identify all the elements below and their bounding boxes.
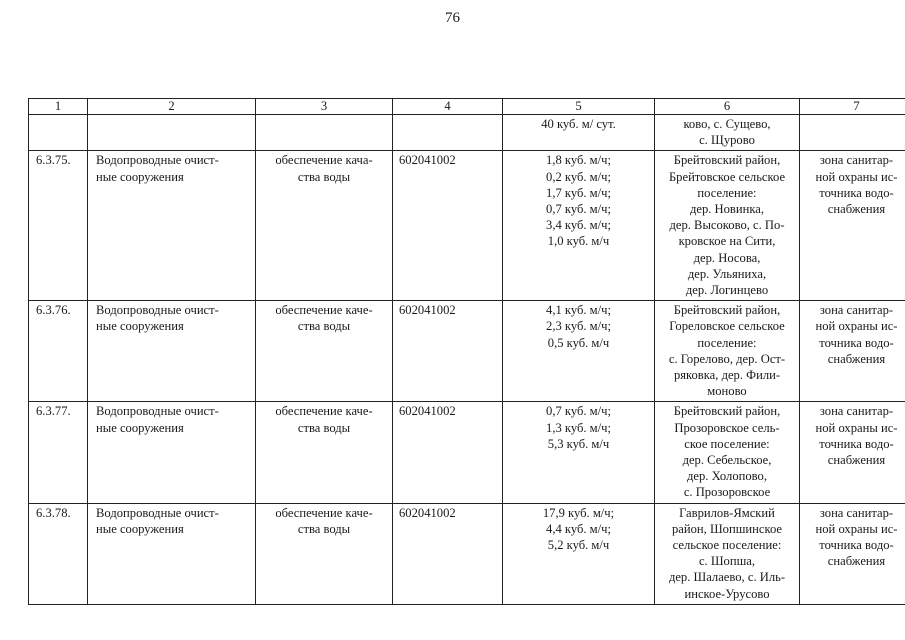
capacity-line: 0,7 куб. м/ч; <box>546 404 611 419</box>
object-name-line: Водопроводные очист- <box>96 303 219 318</box>
zone-line: снабжения <box>827 202 886 217</box>
cell-capacity <box>503 503 655 604</box>
location-line: инское-Урусово <box>684 586 770 601</box>
location-line: Брейтовское сельское <box>668 169 786 184</box>
location-line: ряковка, дер. Фили- <box>673 368 781 383</box>
purpose-line: ства воды <box>297 420 351 435</box>
capacity-line: 5,2 куб. м/ч <box>547 538 610 553</box>
purpose-line: обеспечение каче- <box>275 303 373 318</box>
zone-line: снабжения <box>827 554 886 569</box>
location-line: Брейтовский район, <box>673 153 781 168</box>
zone-line: снабжения <box>827 453 886 468</box>
cell-capacity <box>503 402 655 503</box>
capacity-line: 1,3 куб. м/ч; <box>546 420 611 435</box>
zone-line: ной охраны ис- <box>815 521 898 536</box>
table-row <box>29 301 905 402</box>
zone-line: точника водо- <box>819 436 894 451</box>
object-name-line: Водопроводные очист- <box>96 404 219 419</box>
registry-table <box>28 98 905 605</box>
purpose-line: ства воды <box>297 521 351 536</box>
purpose-line: обеспечение кача- <box>275 153 373 168</box>
capacity-line: 0,5 куб. м/ч <box>547 335 610 350</box>
header-cell-5: 5 <box>503 99 655 115</box>
location-line: дер. Холопово, <box>687 469 767 484</box>
cell-object-name <box>88 402 256 503</box>
location-line: моново <box>707 384 747 399</box>
cell-code <box>393 115 503 151</box>
number-line: 6.3.77. <box>36 404 71 419</box>
capacity-line: 0,7 куб. м/ч; <box>546 202 611 217</box>
location-line: район, Шопшинское <box>672 521 782 536</box>
location-line: Брейтовский район, <box>673 404 781 419</box>
header-cell-7: 7 <box>800 99 905 115</box>
location-line: ково, с. Сущево, <box>683 117 771 131</box>
header-cell-6: 6 <box>655 99 800 115</box>
cell-location <box>655 503 800 604</box>
cell-number <box>29 503 88 604</box>
location-line: дер. Ульяниха, <box>687 266 767 281</box>
cell-code <box>393 402 503 503</box>
object-name-line: ные сооружения <box>96 420 184 435</box>
cell-purpose <box>256 301 393 402</box>
cell-zone <box>800 151 905 301</box>
location-line: Прозоровское сель- <box>674 420 780 435</box>
cell-number <box>29 402 88 503</box>
zone-line: зона санитар- <box>819 505 894 520</box>
capacity-line: 1,8 куб. м/ч; <box>546 153 611 168</box>
cell-location <box>655 115 800 151</box>
cell-zone <box>800 402 905 503</box>
cell-object-name <box>88 115 256 151</box>
purpose-line: ства воды <box>297 319 351 334</box>
location-line: ское поселение: <box>684 436 770 451</box>
zone-line: зона санитар- <box>819 303 894 318</box>
capacity-line: 40 куб. м/ сут. <box>541 117 616 131</box>
object-name-line: Водопроводные очист- <box>96 153 219 168</box>
cell-object-name <box>88 503 256 604</box>
number-line: 6.3.78. <box>36 505 71 520</box>
location-line: с. Горелово, дер. Ост- <box>668 351 786 366</box>
cell-number <box>29 301 88 402</box>
zone-line: зона санитар- <box>819 153 894 168</box>
cell-purpose <box>256 402 393 503</box>
cell-capacity <box>503 151 655 301</box>
location-line: сельское поселение: <box>672 538 782 553</box>
table-row-continuation <box>29 115 905 151</box>
location-line: с. Шопша, <box>698 554 756 569</box>
location-line: дер. Логинцево <box>685 283 769 298</box>
capacity-line: 5,3 куб. м/ч <box>547 436 610 451</box>
cell-code <box>393 503 503 604</box>
capacity-line: 2,3 куб. м/ч; <box>546 319 611 334</box>
object-name-line: ные сооружения <box>96 521 184 536</box>
zone-line: снабжения <box>827 351 886 366</box>
zone-line: зона санитар- <box>819 404 894 419</box>
location-line: поселение: <box>697 185 757 200</box>
capacity-line: 4,1 куб. м/ч; <box>546 303 611 318</box>
zone-line: точника водо- <box>819 185 894 200</box>
table-row <box>29 503 905 604</box>
location-line: с. Прозоровское <box>683 485 771 500</box>
capacity-line: 3,4 куб. м/ч; <box>546 218 611 233</box>
cell-object-name <box>88 301 256 402</box>
header-row <box>29 99 905 115</box>
zone-line: ной охраны ис- <box>815 169 898 184</box>
zone-line: точника водо- <box>819 538 894 553</box>
table-row <box>29 151 905 301</box>
purpose-line: обеспечение каче- <box>275 505 373 520</box>
zone-line: точника водо- <box>819 335 894 350</box>
cell-purpose <box>256 151 393 301</box>
header-cell-3: 3 <box>256 99 393 115</box>
header-cell-2: 2 <box>88 99 256 115</box>
cell-location <box>655 151 800 301</box>
cell-purpose <box>256 115 393 151</box>
location-line: Гаврилов-Ямский <box>679 505 775 520</box>
cell-code <box>393 301 503 402</box>
location-line: с. Щурово <box>699 133 755 148</box>
cell-object-name <box>88 151 256 301</box>
zone-line: ной охраны ис- <box>815 319 898 334</box>
header-cell-4: 4 <box>393 99 503 115</box>
location-line: Гореловское сельское <box>669 319 785 334</box>
cell-zone <box>800 115 905 151</box>
cell-number <box>29 151 88 301</box>
cell-purpose <box>256 503 393 604</box>
cell-capacity <box>503 115 655 151</box>
location-line: дер. Новинка, <box>689 202 765 217</box>
number-line: 6.3.76. <box>36 303 71 318</box>
location-line: Брейтовский район, <box>673 303 781 318</box>
page-number: 76 <box>445 10 460 26</box>
location-line: дер. Себельское, <box>682 453 772 468</box>
location-line: поселение: <box>697 335 757 350</box>
code-line: 602041002 <box>399 404 456 419</box>
capacity-line: 4,4 куб. м/ч; <box>546 521 611 536</box>
cell-code <box>393 151 503 301</box>
capacity-line: 0,2 куб. м/ч; <box>546 169 611 184</box>
purpose-line: ства воды <box>297 169 351 184</box>
location-line: дер. Шалаево, с. Иль- <box>668 570 786 585</box>
cell-capacity <box>503 301 655 402</box>
cell-zone <box>800 503 905 604</box>
capacity-line: 1,0 куб. м/ч <box>547 234 610 249</box>
code-line: 602041002 <box>399 303 456 318</box>
purpose-line: обеспечение каче- <box>275 404 373 419</box>
code-line: 602041002 <box>399 153 456 168</box>
number-line: 6.3.75. <box>36 153 71 168</box>
header-cell-1: 1 <box>29 99 88 115</box>
object-name-line: Водопроводные очист- <box>96 505 219 520</box>
cell-location <box>655 402 800 503</box>
capacity-line: 17,9 куб. м/ч; <box>542 505 615 520</box>
location-line: кровское на Сити, <box>678 234 776 249</box>
cell-location <box>655 301 800 402</box>
capacity-line: 1,7 куб. м/ч; <box>546 185 611 200</box>
object-name-line: ные сооружения <box>96 169 184 184</box>
table-row <box>29 402 905 503</box>
location-line: дер. Высоково, с. По- <box>669 218 785 233</box>
location-line: дер. Носова, <box>693 250 761 265</box>
code-line: 602041002 <box>399 505 456 520</box>
object-name-line: ные сооружения <box>96 319 184 334</box>
cell-zone <box>800 301 905 402</box>
zone-line: ной охраны ис- <box>815 420 898 435</box>
cell-number <box>29 115 88 151</box>
